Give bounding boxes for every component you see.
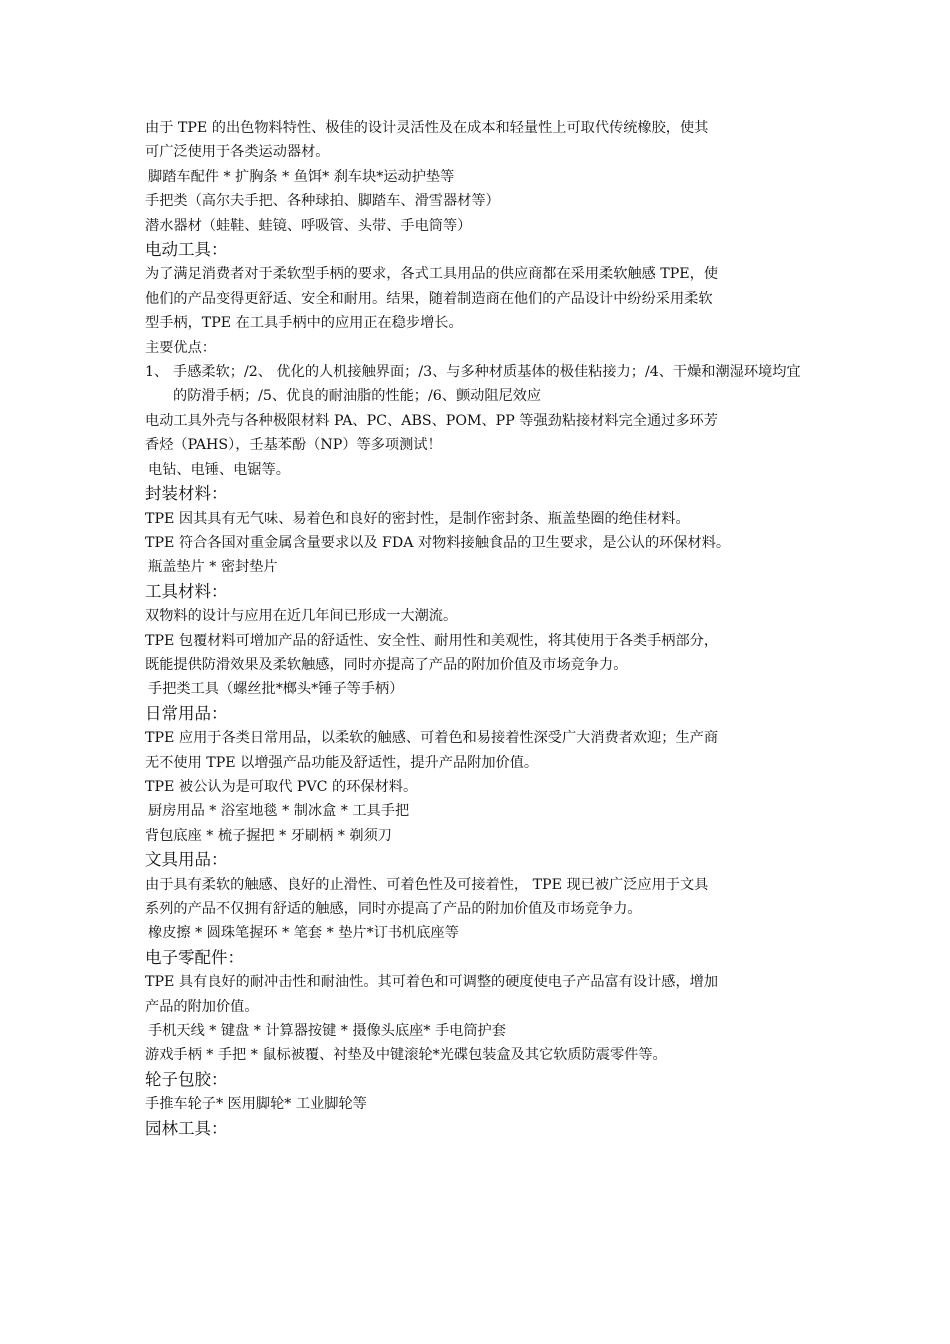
product-list-line: 游戏手柄 * 手把 * 鼠标被覆、衬垫及中键滚轮*光碟包装盒及其它软质防震零件等。 [145, 1047, 667, 1064]
paragraph-line: 型手柄，TPE 在工具手柄中的应用正在稳步增长。 [145, 315, 463, 332]
section-heading-electronics: 电子零配件： [145, 947, 244, 967]
product-list-line: 潜水器材（蛙鞋、蛙镜、呼吸管、头带、手电筒等） [145, 217, 472, 234]
product-list-line: 橡皮擦 * 圆珠笔握环 * 笔套 * 垫片*订书机底座等 [148, 925, 459, 942]
product-list-line: 电钻、电锤、电锯等。 [148, 461, 290, 478]
paragraph-line: 由于具有柔软的触感、良好的止滑性、可着色性及可接着性， TPE 现已被广泛应用于文具 [145, 876, 709, 893]
paragraph-line: 电动工具外壳与各种极限材料 PA、PC、ABS、POM、PP 等强劲粘接材料完全通过多环芳 [145, 412, 718, 429]
section-heading-wheel-overmolding: 轮子包胶： [145, 1069, 228, 1089]
product-list-line: 手机天线 * 键盘 * 计算器按键 * 摄像头底座* 手电筒护套 [148, 1023, 506, 1040]
product-list-line: 脚踏车配件 * 扩胸条 * 鱼饵* 刹车块*运动护垫等 [148, 168, 455, 185]
paragraph-line: 无不使用 TPE 以增强产品功能及舒适性，提升产品附加价值。 [145, 754, 539, 771]
document-body [145, 116, 810, 1141]
paragraph-line: 既能提供防滑效果及柔软触感，同时亦提高了产品的附加价值及市场竞争力。 [145, 656, 628, 673]
paragraph-line: 为了满足消费者对于柔软型手柄的要求，各式工具用品的供应商都在采用柔软触感 TPE，使 [145, 266, 719, 283]
advantages-label: 主要优点： [145, 339, 216, 356]
product-list-line: 瓶盖垫片 * 密封垫片 [148, 559, 278, 576]
paragraph-line: TPE 包覆材料可增加产品的舒适性、安全性、耐用性和美观性，将其使用于各类手柄部分， [145, 632, 719, 649]
list-number: 1、 [145, 364, 169, 381]
paragraph-line: TPE 具有良好的耐冲击性和耐油性。其可着色和可调整的硬度使电子产品富有设计感，增加 [145, 974, 719, 991]
section-heading-daily-goods: 日常用品： [145, 703, 228, 723]
product-list-line: 手把类（高尔夫手把、各种球拍、脚踏车、滑雪器材等） [145, 193, 500, 210]
advantages-list-item [145, 360, 810, 409]
paragraph-line: 他们的产品变得更舒适、安全和耐用。结果，随着制造商在他们的产品设计中纷纷采用柔软 [145, 290, 713, 307]
section-heading-garden-tools: 园林工具： [145, 1118, 228, 1138]
paragraph-line: TPE 因其具有无气味、易着色和良好的密封性，是制作密封条、瓶盖垫圈的绝佳材料。 [145, 510, 690, 527]
paragraph-line: TPE 符合各国对重金属含量要求以及 FDA 对物料接触食品的卫生要求，是公认的环保材料。 [145, 534, 731, 551]
paragraph-line: TPE 应用于各类日常用品，以柔软的触感、可着色和易接着性深受广大消费者欢迎；生产商 [145, 730, 719, 747]
paragraph-line: 香烃（PAHS），壬基苯酚（NP）等多项测试！ [145, 437, 442, 454]
paragraph-line: 由于 TPE 的出色物料特性、极佳的设计灵活性及在成本和轻量性上可取代传统橡胶，使其 [145, 120, 709, 136]
paragraph-line: 产品的附加价值。 [145, 998, 259, 1015]
product-list-line: 背包底座 * 梳子握把 * 牙刷柄 * 剃须刀 [145, 827, 392, 844]
product-list-line: 手把类工具（螺丝批*榔头*锤子等手柄） [148, 681, 404, 698]
list-item-text: 手感柔软；/2、 优化的人机接触界面；/3、与多种材质基体的极佳粘接力；/4、干燥和潮湿环境均宜的防滑手柄；/5、优良的耐油脂的性能；/6、颤动阻尼效应 [173, 364, 801, 405]
paragraph-line: TPE 被公认为是可取代 PVC 的环保材料。 [145, 778, 418, 795]
section-heading-tool-materials: 工具材料： [145, 581, 228, 601]
paragraph-line: 双物料的设计与应用在近几年间已形成一大潮流。 [145, 608, 458, 625]
section-heading-packaging: 封装材料： [145, 484, 228, 504]
product-list-line: 手推车轮子* 医用脚轮* 工业脚轮等 [145, 1096, 367, 1113]
section-heading-power-tools: 电动工具： [145, 240, 228, 260]
paragraph-line: 系列的产品不仅拥有舒适的触感，同时亦提高了产品的附加价值及市场竞争力。 [145, 901, 642, 917]
product-list-line: 厨房用品 * 浴室地毯 * 制冰盒 * 工具手把 [148, 803, 410, 820]
section-heading-stationery: 文具用品： [145, 850, 228, 870]
paragraph-line: 可广泛使用于各类运动器材。 [145, 144, 330, 161]
